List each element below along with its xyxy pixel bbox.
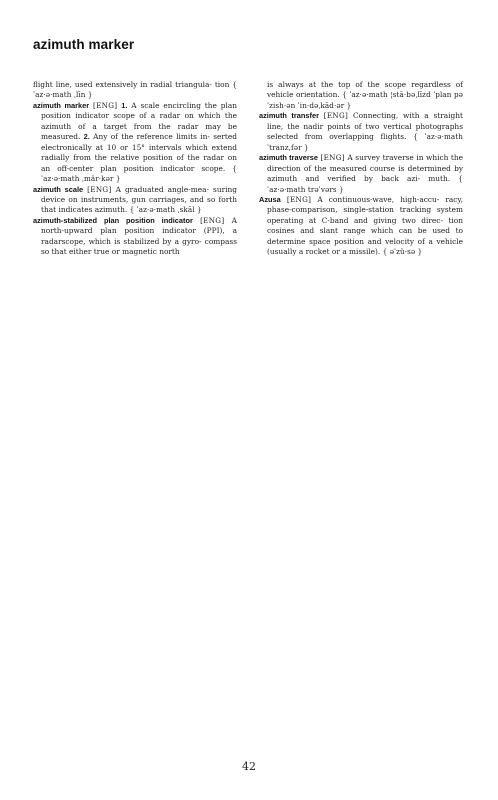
definition: Connecting, with a straight line, the nadir points of two vertical photographs selected from overlapping flights.: [267, 111, 463, 142]
headword: azimuth traverse: [259, 153, 318, 163]
entry-text: flight line, used extensively in radial triangula- tion: [33, 80, 230, 89]
headword: Azusa: [259, 194, 281, 204]
headword: azimuth marker: [33, 100, 90, 110]
running-head: azimuth marker: [33, 37, 135, 52]
continued-entry: [259, 80, 463, 111]
sense-number: 2.: [83, 132, 90, 142]
entry-azimuth-scale: [33, 185, 237, 216]
field-tag: [ENG]: [323, 111, 349, 121]
page-number: 42: [242, 760, 256, 773]
definition: Any of the reference limits in- serted electronically at 10 or 15° intervals which extend radially from the relative position of the radar on an off-center plan position indicator scope.: [41, 132, 237, 173]
definition: A survey traverse in which the direction of the measured course is determined by azimuth and verified by back azi- muth.: [267, 153, 463, 184]
headword: azimuth transfer: [259, 111, 319, 121]
field-tag: [ENG]: [93, 100, 118, 110]
pronunciation: { ˈaz·ə·math ˌmär·kər }: [41, 163, 237, 184]
field-tag: [ENG]: [87, 184, 112, 194]
headword: azimuth-stabilized plan position indicator: [33, 215, 193, 225]
pronunciation: { ˈaz·ə·math ˌlīn }: [33, 80, 238, 100]
entry-azusa: [259, 195, 463, 258]
field-tag: [ENG]: [200, 215, 225, 225]
definition: A continuous-wave, high-accu- racy, phase-comparison, single-station tracking system operating at C-band and giving two direc- tion cosines and slant range which can be used to determine space position and velocity of a vehicle (usually a rocket or a missile).: [267, 194, 463, 257]
field-tag: [ENG]: [286, 194, 312, 204]
entry-azimuth-marker: [33, 101, 237, 185]
pronunciation: { ˈaz·ə·math ˈtranz,fər }: [267, 132, 463, 152]
entry-azimuth-transfer: [259, 111, 463, 153]
entry-azimuth-traverse: [259, 153, 463, 195]
pronunciation: { ˈaz·ə·math ¦stā·bəˌlīzd ˈplan pəˈzish·ən ˈin·dəˌkād·ər }: [267, 90, 463, 110]
pronunciation: { ˈaz·ə·math ˌskāl }: [129, 205, 202, 215]
field-tag: [ENG]: [320, 153, 345, 163]
continued-entry: [33, 80, 237, 101]
entry-azimuth-stabilized-ppi: [33, 216, 237, 258]
definition: A scale encircling the plan position indicator scope of a radar on which the azimuth of a target from the radar may be measured.: [41, 100, 237, 142]
definition: A graduated angle-mea- suring device on instruments, gun carriages, and so forth that indicates azimuth.: [41, 184, 237, 215]
sense-number: 1.: [121, 100, 128, 110]
pronunciation: { əˈzü·sə }: [382, 247, 423, 257]
entry-text: is always at the top of the scope regardless of vehicle orientation.: [267, 80, 463, 100]
definition: A north-upward plan position indicator (PPI), a radarscope, which is stabilized by a gyro- compass so that either true or magnetic north: [41, 215, 237, 257]
left-column: [33, 80, 237, 258]
right-column: [259, 80, 463, 258]
pronunciation: { ˈaz·ə·math trəˈvərs }: [267, 174, 463, 194]
headword: azimuth scale: [33, 184, 84, 194]
